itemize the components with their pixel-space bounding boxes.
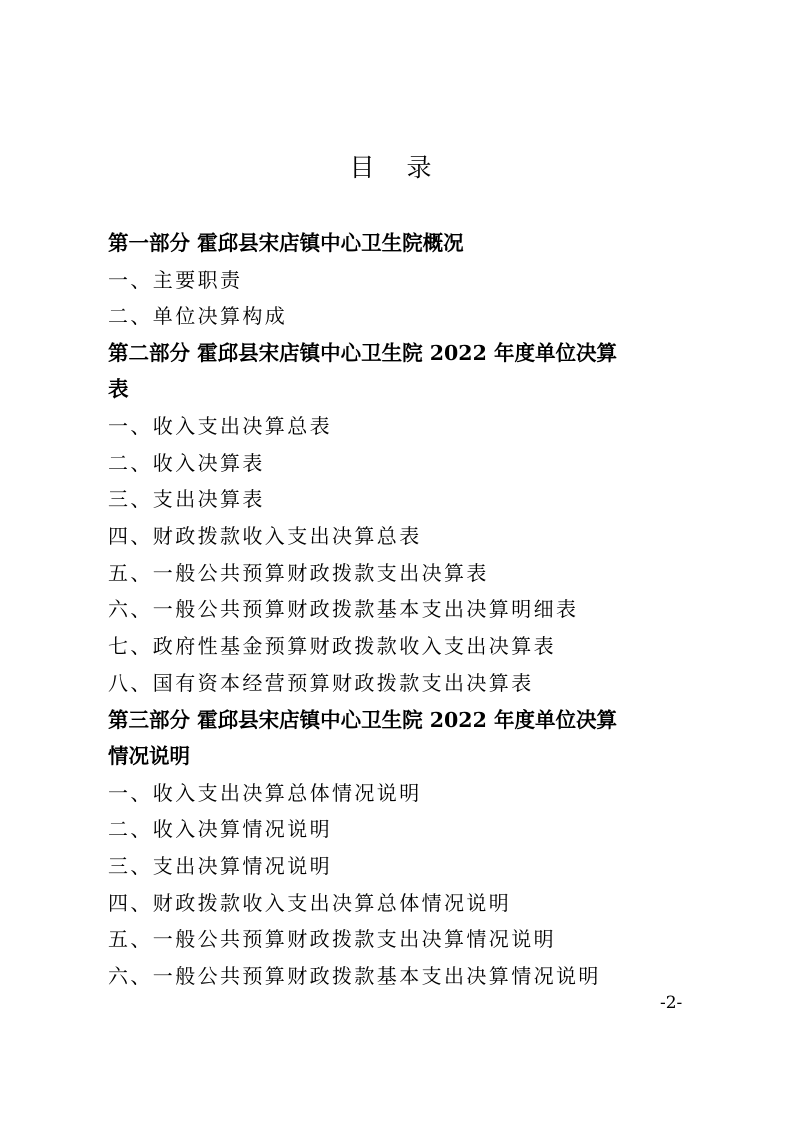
page-number: -2-: [660, 993, 683, 1013]
toc-item: 二、收入决算表: [108, 450, 265, 475]
table-of-contents: [108, 225, 708, 995]
toc-item: 五、一般公共预算财政拨款支出决算情况说明: [108, 927, 556, 952]
toc-item: 六、一般公共预算财政拨款基本支出决算明细表: [108, 597, 579, 622]
part3-heading-line2: 情况说明: [108, 744, 190, 769]
toc-item: 四、财政拨款收入支出决算总表: [108, 524, 422, 549]
toc-item: 五、一般公共预算财政拨款支出决算表: [108, 560, 489, 585]
toc-item: 一、主要职责: [108, 267, 243, 292]
toc-item: 三、支出决算情况说明: [108, 853, 332, 878]
toc-item: 一、收入支出决算总体情况说明: [108, 780, 422, 805]
toc-item: 七、政府性基金预算财政拨款收入支出决算表: [108, 634, 556, 659]
toc-item: 六、一般公共预算财政拨款基本支出决算情况说明: [108, 964, 601, 989]
toc-item: 二、收入决算情况说明: [108, 817, 332, 842]
part2-heading-line2: 表: [108, 377, 129, 402]
toc-item: 二、单位决算构成: [108, 304, 288, 329]
toc-item: 一、收入支出决算总表: [108, 413, 332, 438]
part2-heading-line1: 第二部分 霍邱县宋店镇中心卫生院 2022 年度单位决算: [108, 340, 617, 365]
toc-item: 三、支出决算表: [108, 487, 265, 512]
toc-title: 目 录: [349, 153, 444, 182]
part3-heading-line1: 第三部分 霍邱县宋店镇中心卫生院 2022 年度单位决算: [108, 707, 617, 732]
toc-item: 八、国有资本经营预算财政拨款支出决算表: [108, 670, 534, 695]
part1-heading: 第一部分 霍邱县宋店镇中心卫生院概况: [108, 231, 464, 255]
toc-item: 四、财政拨款收入支出决算总体情况说明: [108, 890, 512, 915]
